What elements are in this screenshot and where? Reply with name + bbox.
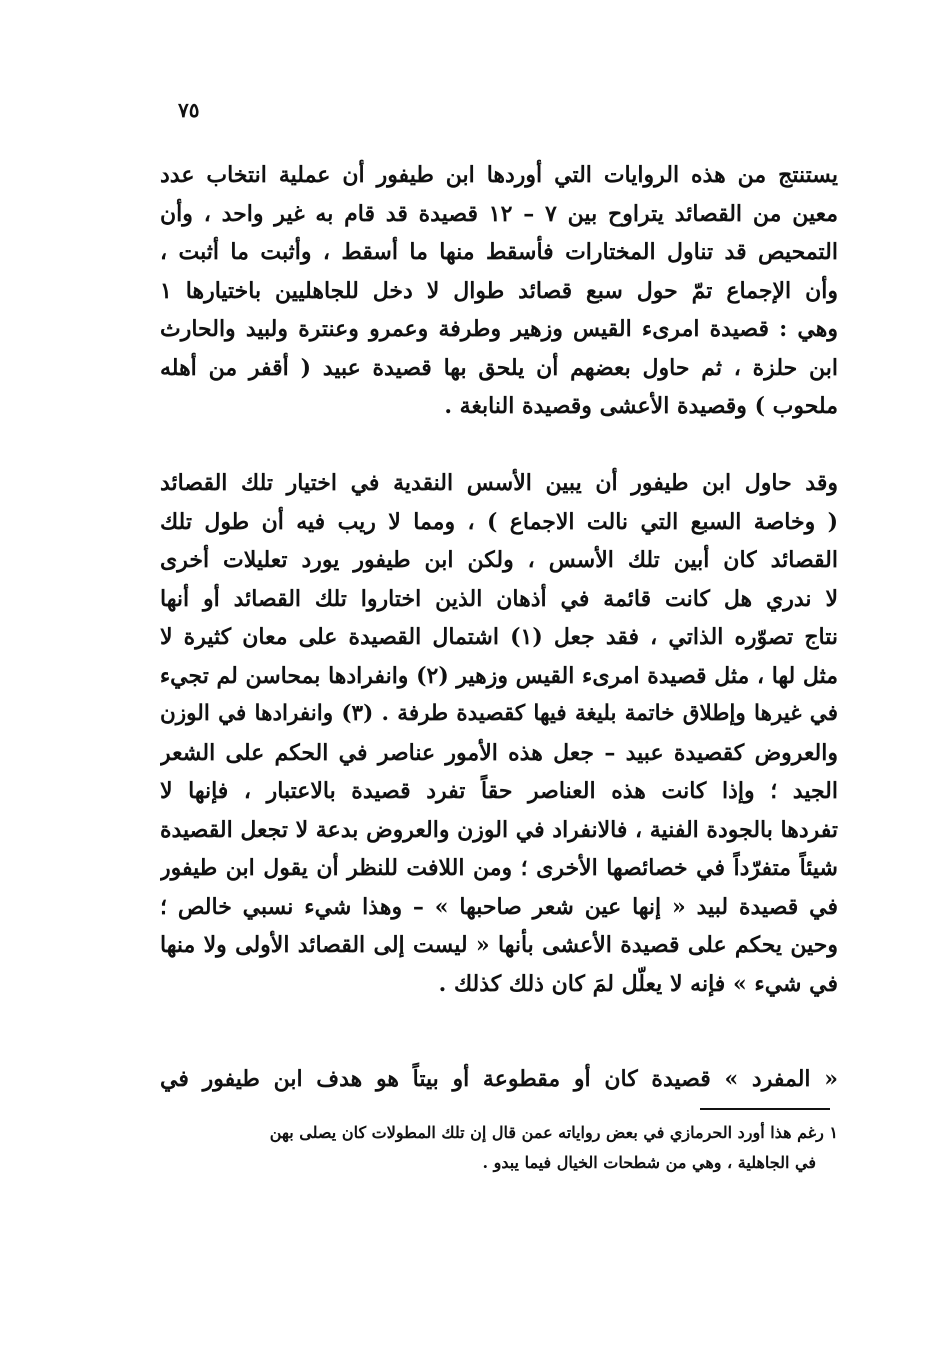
text-line: الجيد ؛ وإذا كانت هذه العناصر حقاً تفرد قصيدة بالاعتبار ، فإنها لا [160, 778, 838, 804]
text-line: يستنتج من هذه الروايات التي أوردها ابن طيفور أن عملية انتخاب عدد [160, 162, 838, 188]
text-line: لا ندري هل كانت قائمة في أذهان الذين اختاروا تلك القصائد أو أنها [160, 585, 838, 612]
text-line: وهي : قصيدة امرىء القيس وزهير وطرفة وعمرو وعنترة ولبيد والحارث [160, 316, 838, 342]
text-line: في غيرها وإطلاق خاتمة بليغة فيها كقصيدة طرفة . (٣) وانفرادها في الوزن [160, 701, 838, 726]
text-line: معين من القصائد يتراوح بين ٧ – ١٢ قصيدة قد قام به غير واحد ، وأن [160, 200, 838, 227]
paragraph-3 [160, 1060, 838, 1099]
footnotes [160, 1118, 838, 1178]
footnote-line: في الجاهلية ، وهي من شطحات الخيال فيما يبدو . [482, 1153, 816, 1172]
text-line: وحين يحكم على قصيدة الأعشى بأنها « ليست إلى القصائد الأولى ولا منها [160, 932, 838, 958]
page-number: ٧٥ [178, 98, 200, 122]
text-line: القصائد كان أبين تلك الأسس ، ولكن ابن طيفور يورد تعليلات أخرى [160, 547, 838, 573]
text-line: مثل لها ، مثل قصيدة امرىء القيس وزهير (٢) وانفرادها بمحاسن لم تجيء [160, 662, 838, 689]
text-line: في قصيدة لبيد « إنها عين شعر صاحبها » – وهذا شيء نسبي خالص ؛ [160, 893, 838, 920]
text-line: والعروض كقصيدة عبيد – جعل هذه الأمور عناصر في الحكم على الشعر [160, 739, 838, 766]
text-line: تفردها بالجودة الفنية ، فالانفراد في الوزن والعروض بدعة لا تجعل القصيدة [160, 816, 838, 843]
text-line: في شيء » فإنه لا يعلّل لمَ كان ذلك كذلك . [438, 970, 838, 997]
text-line: التمحيص قد تناول المختارات فأسقط منها ما أسقط ، وأثبت ما أثبت ، [160, 239, 838, 265]
text-line: وأن الإجماع تمّ حول سبع قصائد طوال لا دخل للجاهليين باختيارها ١ [160, 277, 838, 304]
text-line: شيئاً متفرّداً في خصائصها الأخرى ؛ ومن اللافت للنظر أن يقول ابن طيفور [160, 855, 838, 881]
text-line: « المفرد » قصيدة كان أو مقطوعة أو بيتاً هو هدف ابن طيفور في [160, 1066, 838, 1092]
paragraph-2 [160, 464, 838, 1003]
footnote-divider [700, 1108, 830, 1110]
footnote-line: ١ رغم هذا أورد الحرمازي في بعض رواياته عمن قال إن تلك المطولات كان يصلى بهن [269, 1123, 838, 1142]
text-line: ملحوب ) وقصيدة الأعشى وقصيدة النابغة . [444, 393, 838, 419]
text-line: ابن حلزة ، ثم حاول بعضهم أن يلحق بها قصيدة عبيد ( أقفر من أهله [160, 354, 838, 381]
text-line: نتاج تصوّره الذاتي ، فقد جعل (١) اشتمال القصيدة على معان كثيرة لا [160, 624, 838, 650]
paragraph-1 [160, 156, 838, 426]
text-line: ( وخاصة السبع التي نالت الاجماع ) ، ومما لا ريب فيه أن طول تلك [160, 508, 838, 535]
text-line: وقد حاول ابن طيفور أن يبين الأسس النقدية في اختيار تلك القصائد [160, 470, 838, 496]
